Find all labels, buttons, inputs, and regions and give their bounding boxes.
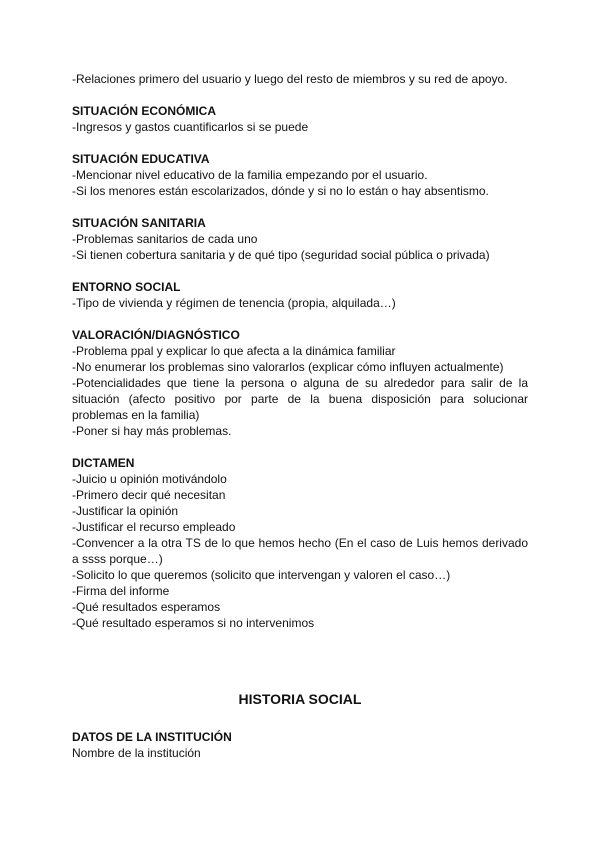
document-body — [72, 71, 528, 631]
section-line: -Si los menores están escolarizados, dónde y si no lo están o hay absentismo. — [72, 184, 489, 198]
section-heading: VALORACIÓN/DIAGNÓSTICO — [72, 328, 240, 342]
section-line: -Qué resultados esperamos — [72, 600, 221, 614]
section-line: -Poner si hay más problemas. — [72, 424, 232, 438]
section-dictamen — [72, 455, 528, 631]
section-entorno — [72, 279, 528, 311]
section-line: -Mencionar nivel educativo de la familia empezando por el usuario. — [72, 168, 428, 182]
institution-line: Nombre de la institución — [72, 746, 201, 760]
section-line: -Ingresos y gastos cuantificarlos si se puede — [72, 120, 309, 134]
section-line: -Justificar el recurso empleado — [72, 520, 236, 534]
section-line: -Si tienen cobertura sanitaria y de qué tipo (seguridad social pública o privada) — [72, 248, 490, 262]
section-line: -No enumerar los problemas sino valorarlos (explicar cómo influyen actualmente) — [72, 360, 504, 374]
intro-line: -Relaciones primero del usuario y luego del resto de miembros y su red de apoyo. — [72, 72, 508, 86]
section-heading: ENTORNO SOCIAL — [72, 280, 181, 294]
section-line: -Justificar la opinión — [72, 504, 179, 518]
section-line: -Problema ppal y explicar lo que afecta a la dinámica familiar — [72, 344, 396, 358]
section-line: -Problemas sanitarios de cada uno — [72, 232, 258, 246]
section-heading: SITUACIÓN SANITARIA — [72, 216, 206, 230]
section-line: -Primero decir qué necesitan — [72, 488, 226, 502]
section-line: -Juicio u opinión motivándolo — [72, 472, 227, 486]
section-valoracion — [72, 327, 528, 439]
section-line: -Solicito lo que queremos (solicito que intervengan y valoren el caso…) — [72, 568, 451, 582]
page-title: HISTORIA SOCIAL — [238, 691, 362, 707]
section-economica — [72, 103, 528, 135]
section-line: -Firma del informe — [72, 584, 170, 598]
section-line: -Tipo de vivienda y régimen de tenencia (propia, alquilada…) — [72, 296, 396, 310]
section-heading: DICTAMEN — [72, 456, 135, 470]
institution-heading: DATOS DE LA INSTITUCIÓN — [72, 730, 232, 744]
section-line: -Convencer a la otra TS de lo que hemos hecho (En el caso de Luis hemos derivado a ssss porque…) — [72, 536, 528, 566]
section-heading: SITUACIÓN ECONÓMICA — [72, 104, 216, 118]
section-sanitaria — [72, 215, 528, 263]
institution-section — [72, 729, 528, 761]
section-heading: SITUACIÓN EDUCATIVA — [72, 152, 210, 166]
section-educativa — [72, 151, 528, 199]
section-line: -Qué resultado esperamos si no intervenimos — [72, 616, 315, 630]
section-line: -Potencialidades que tiene la persona o alguna de su alrededor para salir de la situación (afecto positivo por parte de la buena disposición para solucionar problemas en la familia) — [72, 376, 528, 422]
